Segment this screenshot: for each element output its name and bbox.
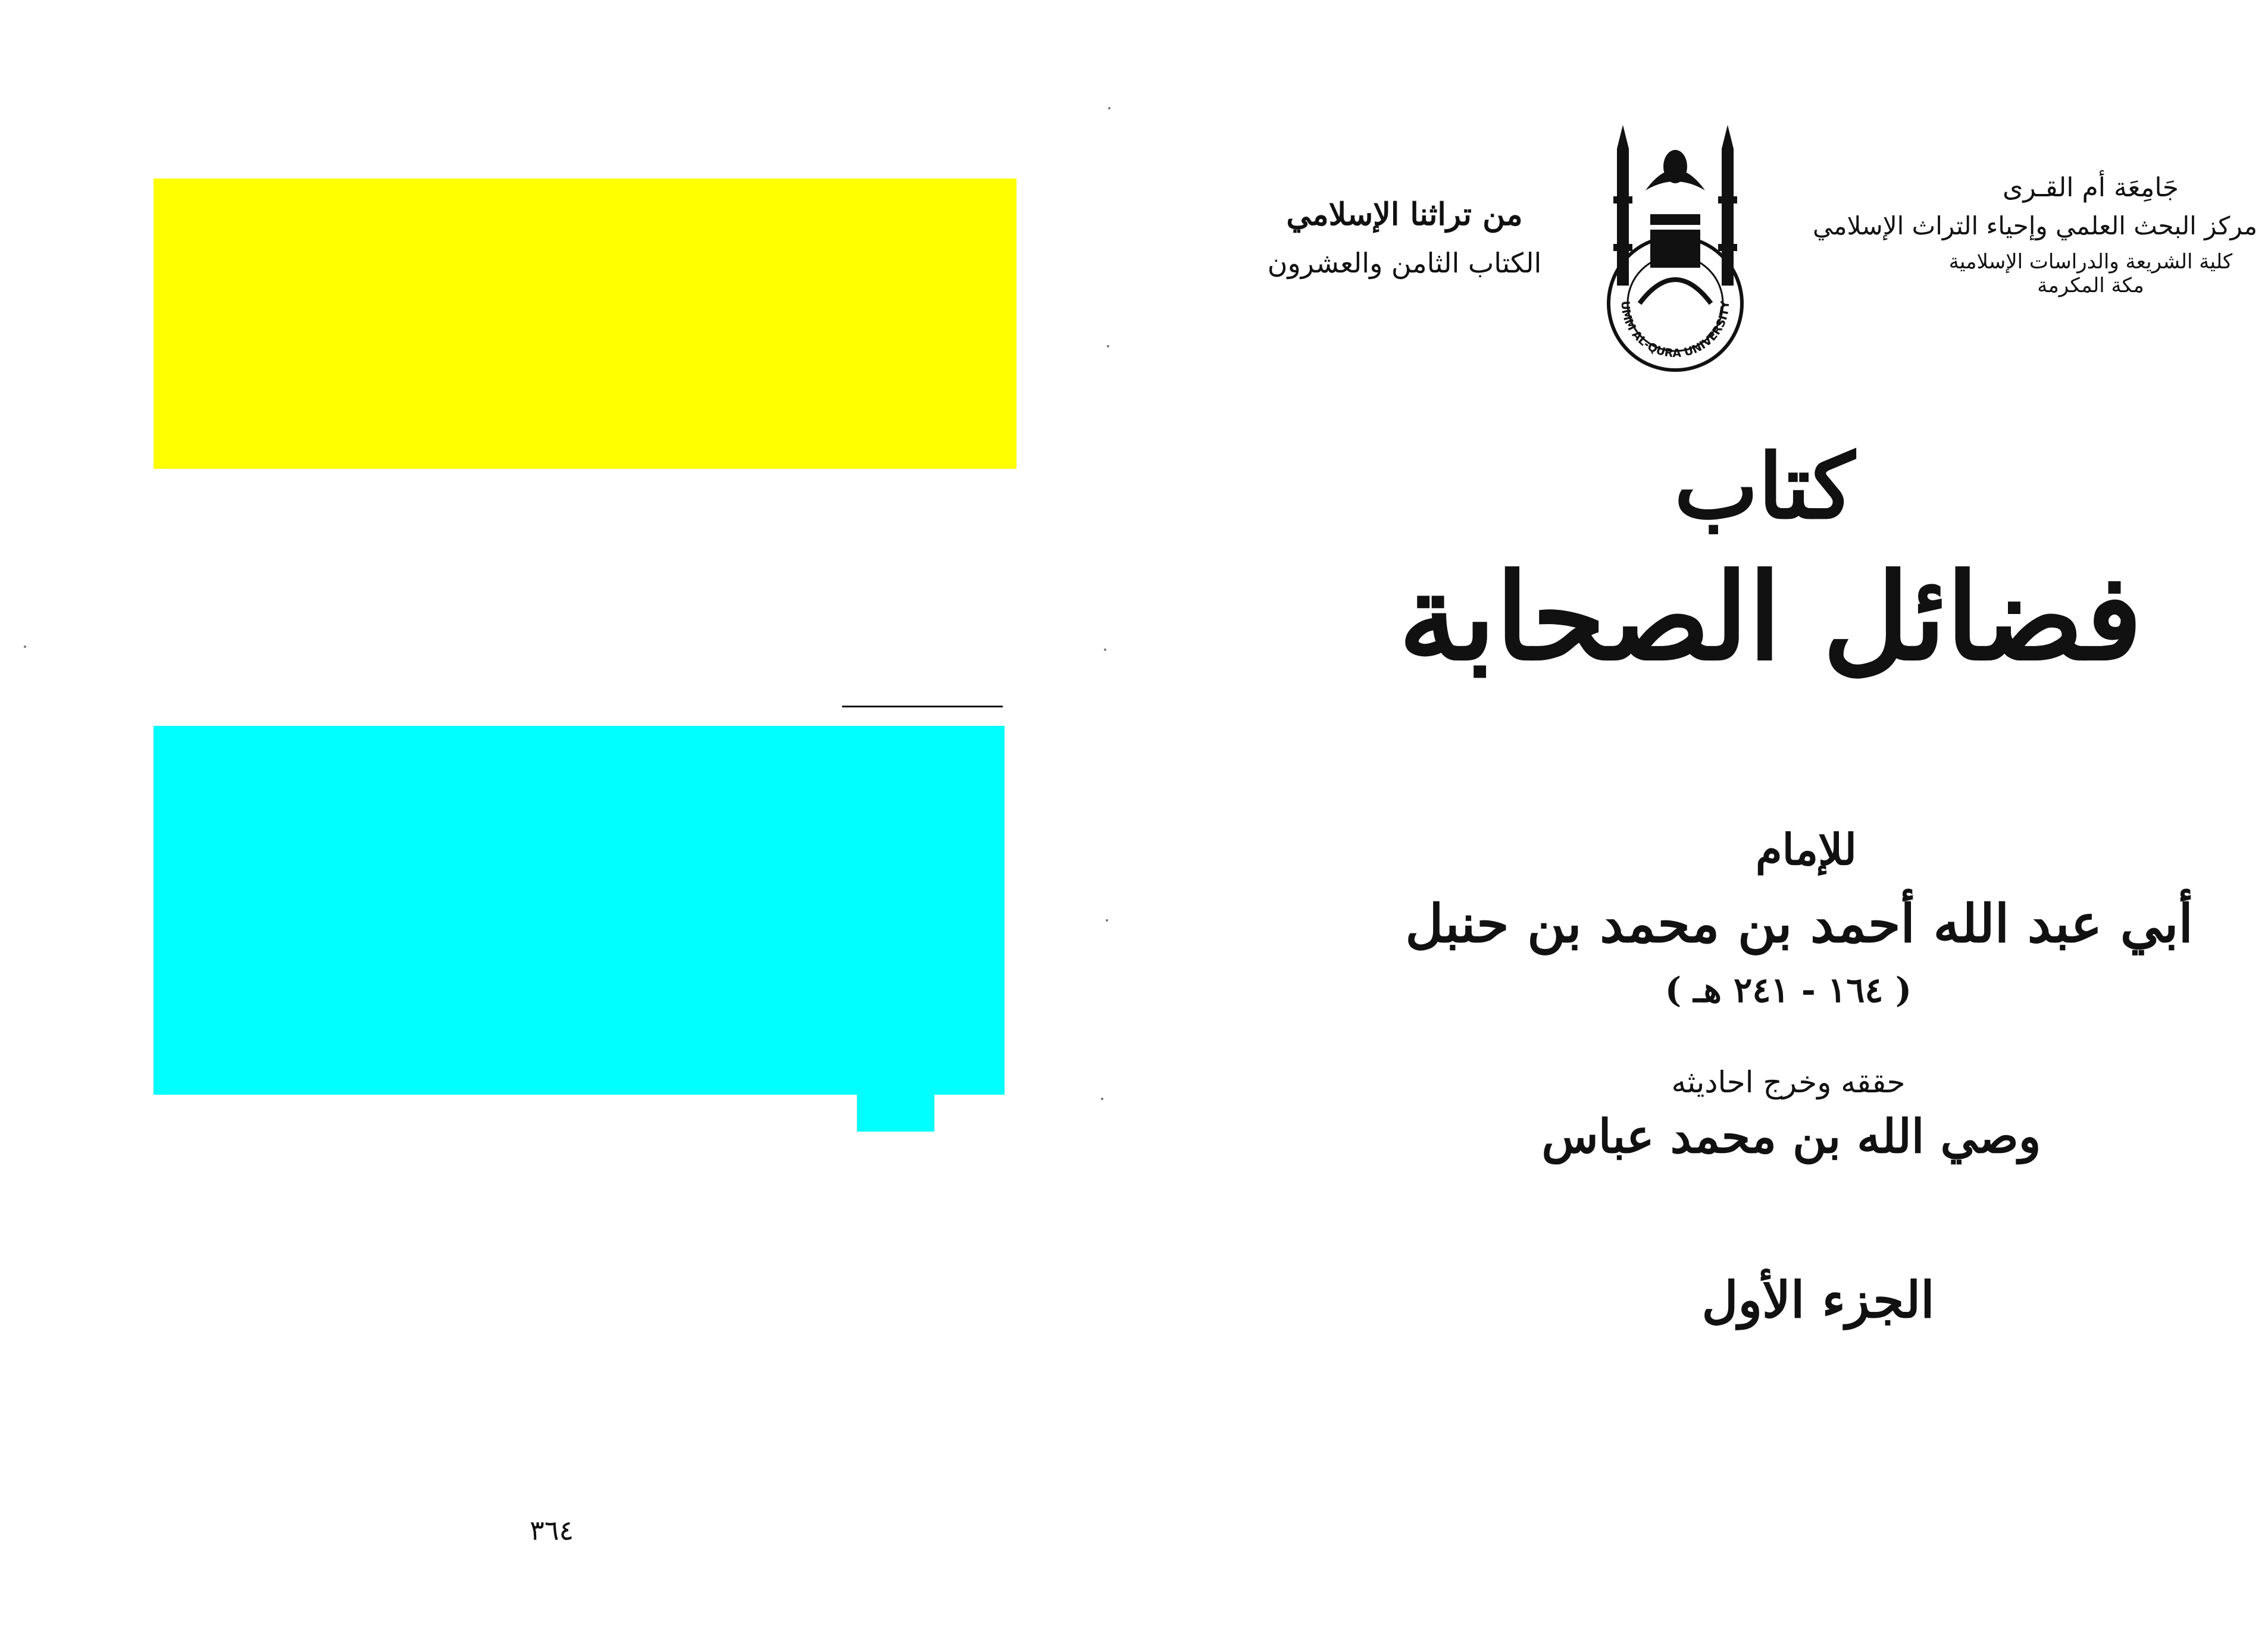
- right-page: [1134, 0, 2268, 1651]
- scan-speck: [1106, 919, 1108, 922]
- scan-speck: [1108, 107, 1110, 109]
- university-name: جَامِعَة أم القـرى: [2003, 173, 2179, 203]
- footnote-532-highlight-tail: [857, 1095, 934, 1132]
- hadith-532-highlight: [154, 178, 1016, 469]
- footnote-532-highlight: [154, 726, 1005, 1095]
- scan-speck: [1107, 345, 1109, 347]
- scan-speck: [1104, 649, 1106, 651]
- book-word: كتاب: [1674, 434, 1855, 539]
- volume-label: الجزء الأول: [1701, 1270, 1935, 1329]
- university-emblem-icon: [1604, 125, 1747, 381]
- author-name: أبي عبد الله أحمد بن محمد بن حنبل: [1405, 892, 2193, 954]
- scan-speck: [24, 646, 26, 648]
- city-name: مكة المكرمة: [2037, 274, 2144, 297]
- editor-name: وصي الله بن محمد عباس: [1541, 1110, 2041, 1164]
- editor-role: حققه وخرج احاديثه: [1671, 1065, 1906, 1099]
- research-center: مركز البحث العلمي وإحياء التراث الإسلامي: [1812, 211, 2257, 240]
- author-dates: ( ١٦٤ - ٢٤١ هـ ): [1665, 970, 1912, 1010]
- footnote-divider: [842, 706, 1003, 707]
- svg-text:UMM AL-QURA UNIVERSITY: [1619, 300, 1732, 360]
- page-number: ٣٦٤: [530, 1514, 574, 1546]
- series-block: [1238, 196, 1571, 279]
- scan-speck: [1101, 1098, 1103, 1100]
- publisher-block: [1812, 173, 2257, 297]
- series-number: الكتاب الثامن والعشرون: [1267, 247, 1542, 279]
- emblem-ring-text: UMM AL-QURA UNIVERSITY: [1618, 300, 1732, 361]
- series-title: من تراثنا الإسلامي: [1286, 196, 1523, 233]
- college-name: كلية الشريعة والدراسات الإسلامية: [1948, 250, 2233, 274]
- imam-prefix: للإمام: [1756, 824, 1857, 875]
- book-title: فضائل الصحابة: [1399, 547, 2142, 687]
